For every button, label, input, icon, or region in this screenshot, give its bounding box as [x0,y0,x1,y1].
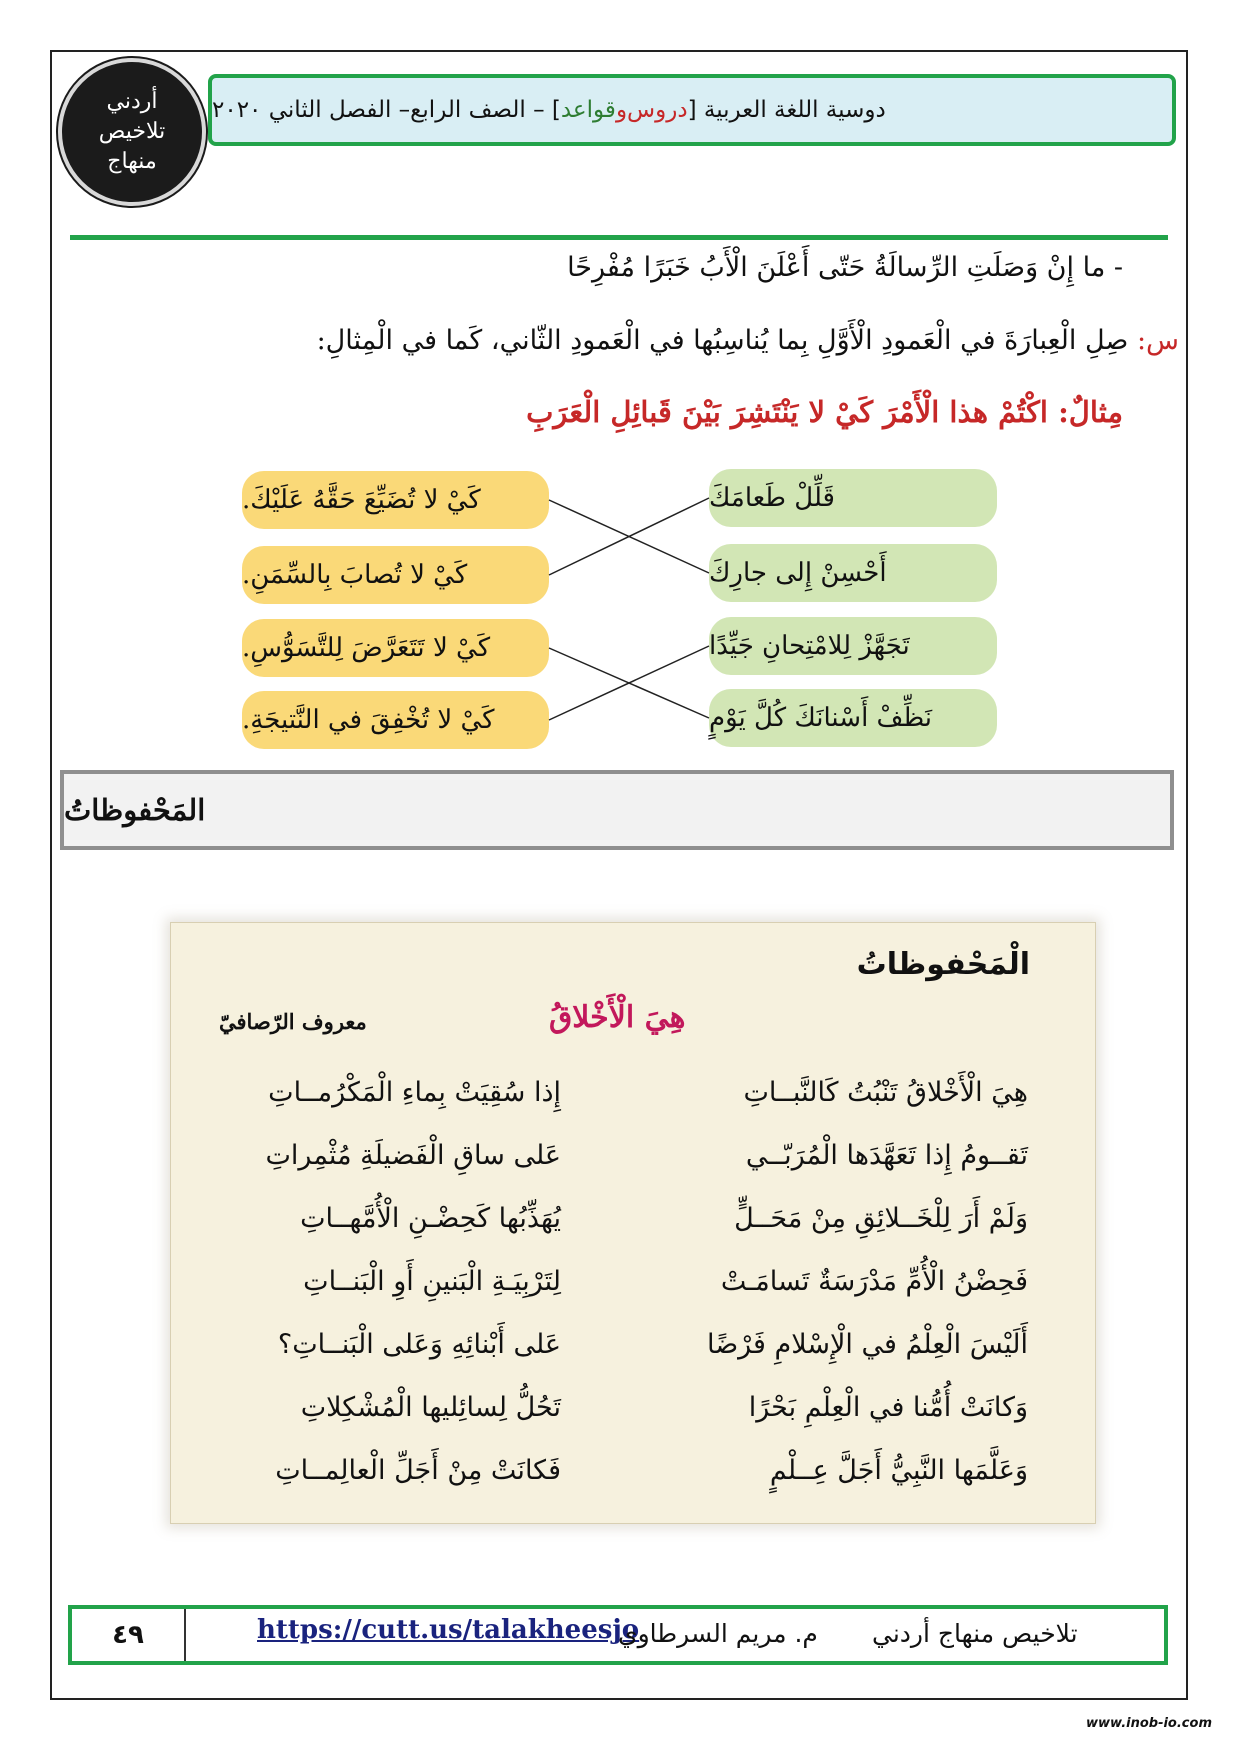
verse-second-half: إِذا سُقِيَتْ بِماءِ الْمَكْرُمــاتِ [268,1076,561,1108]
logo-line-3: منهاج [107,149,157,174]
verse-second-half: عَلى ساقِ الْفَضيلَةِ مُثْمِراتِ [265,1139,561,1171]
poem-author: معروف الرّصافيّ [219,1009,367,1034]
logo-line-1: أردني [106,89,158,114]
header-title-conj: و [615,97,628,123]
exercise-example: مِثالٌ: اكْتُمْ هذا الْأَمْرَ كَيْ لا يَنْتَشِرَ بَيْنَ قَبائِلِ الْعَرَبِ [526,395,1123,429]
verse-second-half: لِتَرْبِيَـةِ الْبَنينِ أَوِ الْبَنــاتِ [303,1265,561,1297]
header-title-suffix: ] – الصف الرابع– الفصل الثاني ٢٠٢٠ [212,97,561,123]
footer-divider [184,1609,186,1661]
page-number: ٤٩ [112,1620,144,1650]
exercise-sentence: - ما إِنْ وَصَلَتِ الرِّسالَةُ حَتّى أَعْلَنَ الْأَبُ خَبَرًا مُفْرِحًا [567,252,1123,283]
match-right-item[interactable]: تَجَهَّزْ لِلامْتِحانِ جَيِّدًا [709,617,997,675]
verse-first-half: وَكانَتْ أُمُّنا في الْعِلْمِ بَحْرًا [748,1391,1028,1423]
header-title-red: دروس [627,97,688,123]
verse-first-half: فَحِضْنُ الْأُمِّ مَدْرَسَةٌ تَسامَـتْ [720,1265,1028,1297]
poem-card [170,922,1096,1524]
verse-second-half: عَلى أَبْنائِهِ وَعَلى الْبَنــاتِ؟ [277,1328,561,1360]
verse-first-half: تَقــومُ إِذا تَعَهَّدَها الْمُرَبّــي [745,1139,1028,1171]
section-title: المَحْفوظاتُ [64,793,206,827]
verse-first-half: هِيَ الْأَخْلاقُ تَنْبُتُ كَالنَّبــاتِ [743,1076,1028,1108]
site-logo [58,58,206,206]
verse-first-half: وَلَمْ أَرَ لِلْخَــلائِقِ مِنْ مَحَــلٍّ [734,1202,1028,1234]
match-right-item[interactable]: نَظِّفْ أَسْنانَكَ كُلَّ يَوْمٍ [709,689,997,747]
header-title-prefix: دوسية اللغة العربية [ [687,97,886,123]
verse-second-half: تَحُلُّ لِسائِليها الْمُشْكِلاتِ [300,1391,561,1423]
match-left-item[interactable]: كَيْ لا تُصابَ بِالسِّمَنِ. [242,546,549,604]
section-title-bar [60,770,1174,850]
poem-title: هِيَ الْأَخْلاقُ [549,1000,686,1035]
footer-site-name: تلاخيص منهاج أردني [872,1619,1078,1648]
header-title-box [208,74,1176,146]
verse-second-half: يُهَذِّبُها كَحِضْـنِ الْأُمَّهــاتِ [300,1202,561,1234]
header-title-green: قواعد [560,97,616,123]
page-footer [68,1605,1168,1665]
verse-first-half: وَعَلَّمَها النَّبِيُّ أَجَلَّ عِــلْمٍ [769,1454,1028,1486]
verse-second-half: فَكانَتْ مِنْ أَجَلِّ الْعالِمــاتِ [275,1454,561,1486]
footer-link[interactable]: https://cutt.us/talakheesjo [257,1615,640,1645]
match-left-item[interactable]: كَيْ لا تُضَيِّعَ حَقَّهُ عَلَيْكَ. [242,471,549,529]
poem-section-title: الْمَحْفوظاتُ [856,947,1030,982]
verse-first-half: أَلَيْسَ الْعِلْمُ في الْإِسْلامِ فَرْضًا [706,1328,1028,1360]
logo-line-2: تلاخيص [98,119,166,144]
match-right-item[interactable]: أَحْسِنْ إِلى جارِكَ [709,544,997,602]
match-left-item[interactable]: كَيْ لا تُخْفِقَ في النَّتيجَةِ. [242,691,549,749]
question-prefix: س: [1136,325,1179,356]
watermark-url: www.inob-io.com [1086,1716,1212,1731]
footer-author: م. مريم السرطاوي [618,1619,818,1648]
match-right-item[interactable]: قَلِّلْ طَعامَكَ [709,469,997,527]
question-text: صِلِ الْعِبارَةَ في الْعَمودِ الْأَوَّلِ بِما يُناسِبُها في الْعَمودِ الثّاني، كَما في الْمِثالِ: [316,325,1137,356]
match-left-item[interactable]: كَيْ لا تَتَعَرَّضَ لِلتَّسَوُّسِ. [242,619,549,677]
header-divider [70,235,1168,240]
exercise-question [317,325,1179,356]
